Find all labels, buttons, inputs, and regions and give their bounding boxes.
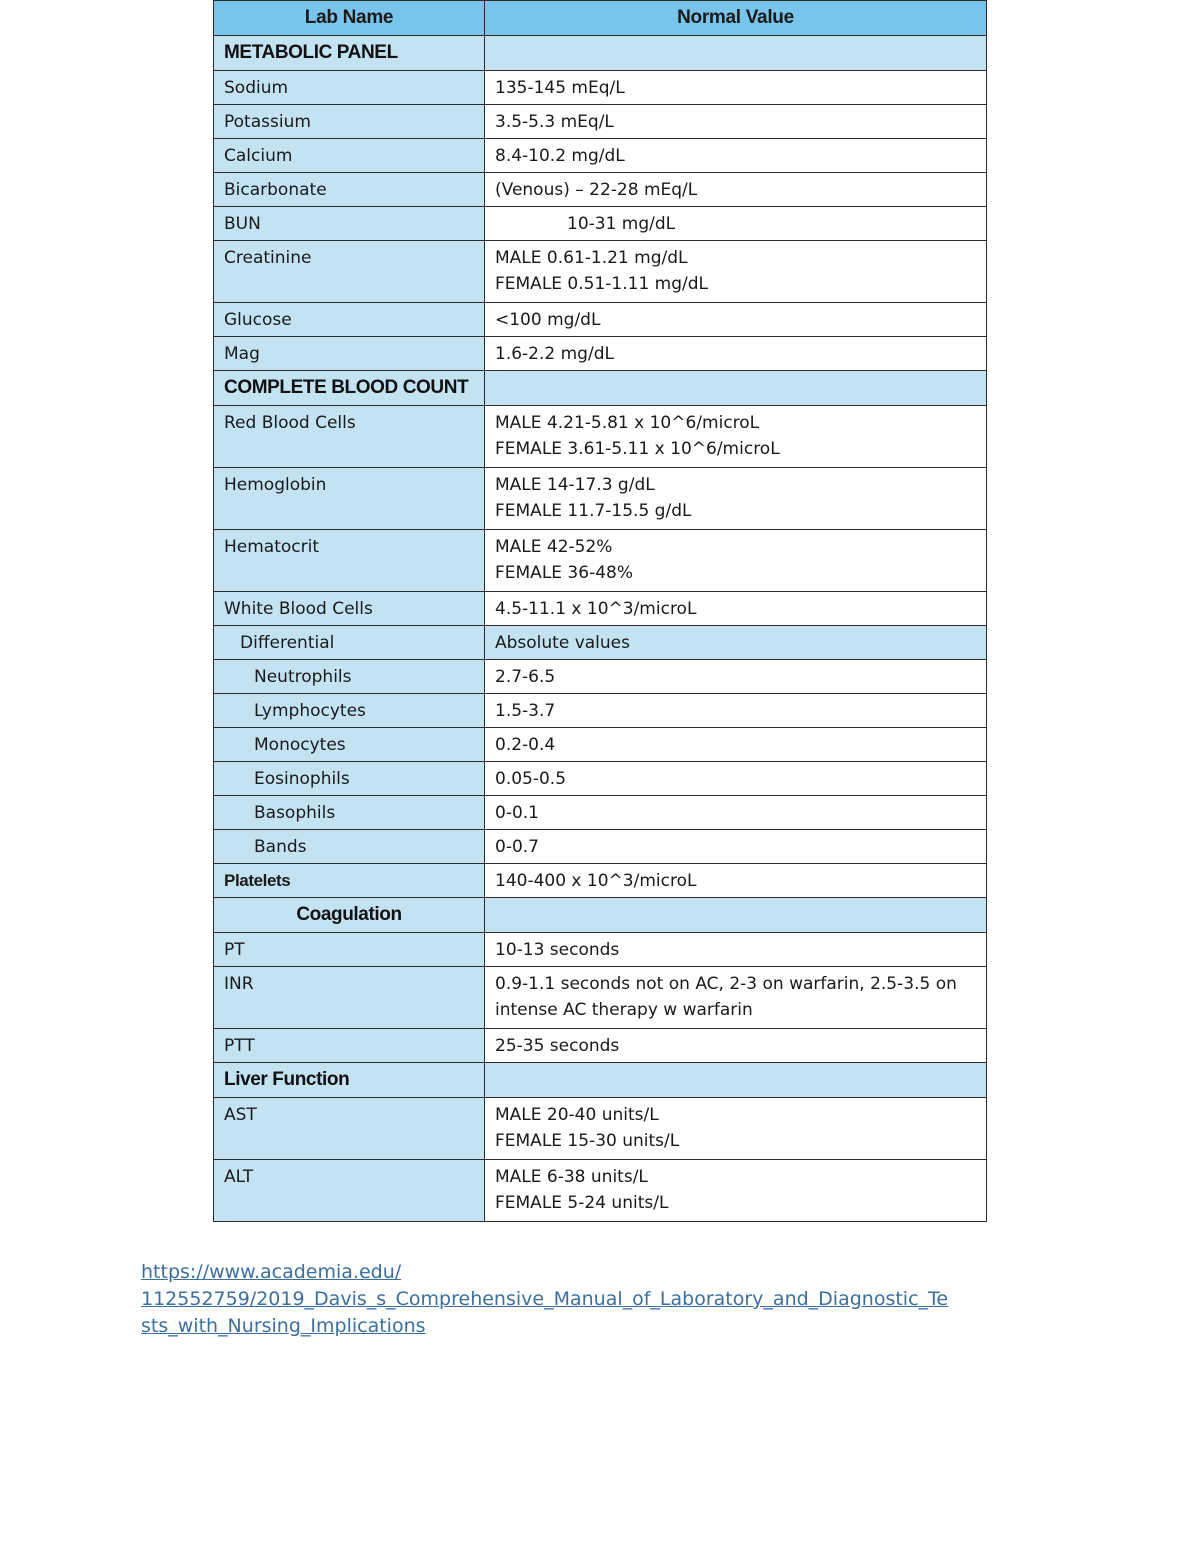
normal-value-cell: 0-0.1	[485, 796, 987, 830]
normal-value-cell	[485, 530, 987, 592]
value-female: FEMALE 15-30 units/L	[495, 1131, 680, 1151]
value-male: MALE 0.61-1.21 mg/dL	[495, 248, 688, 268]
table-row-bicarbonate	[214, 173, 987, 207]
normal-value-cell: 1.6-2.2 mg/dL	[485, 337, 987, 371]
table-row-lymphocytes	[214, 694, 987, 728]
normal-value-cell: 0.2-0.4	[485, 728, 987, 762]
section-title-cbc: COMPLETE BLOOD COUNT	[214, 371, 485, 406]
lab-name-cell: Mag	[214, 337, 485, 371]
table-row-ptt	[214, 1029, 987, 1063]
table-row-ast	[214, 1098, 987, 1160]
lab-name-cell: Bicarbonate	[214, 173, 485, 207]
normal-value-cell: 0.05-0.5	[485, 762, 987, 796]
lab-name-cell: BUN	[214, 207, 485, 241]
normal-value-cell: 1.5-3.7	[485, 694, 987, 728]
lab-name-cell: Eosinophils	[214, 762, 485, 796]
table-row-potassium	[214, 105, 987, 139]
value-male: MALE 14-17.3 g/dL	[495, 475, 655, 495]
section-empty-cell	[485, 36, 987, 71]
normal-value-cell	[485, 1098, 987, 1160]
normal-value-cell: 4.5-11.1 x 10^3/microL	[485, 592, 987, 626]
source-link[interactable]	[141, 1259, 1081, 1340]
table-row-sodium	[214, 71, 987, 105]
normal-value-cell: (Venous) – 22-28 mEq/L	[485, 173, 987, 207]
lab-name-cell: AST	[214, 1098, 485, 1160]
normal-value-cell: 10-31 mg/dL	[485, 207, 987, 241]
source-link-line-1[interactable]: https://www.academia.edu/	[141, 1261, 402, 1283]
section-title-metabolic: METABOLIC PANEL	[214, 36, 485, 71]
section-row-cbc	[214, 371, 987, 406]
table-row-platelets	[214, 864, 987, 898]
value-female: FEMALE 5-24 units/L	[495, 1193, 669, 1213]
lab-name-cell: ALT	[214, 1160, 485, 1222]
table-row-wbc	[214, 592, 987, 626]
normal-value-cell	[485, 241, 987, 303]
section-row-coagulation	[214, 898, 987, 933]
lab-name-cell: PTT	[214, 1029, 485, 1063]
section-empty-cell	[485, 1063, 987, 1098]
value-female: FEMALE 11.7-15.5 g/dL	[495, 501, 692, 521]
source-link-line-3[interactable]: sts_with_Nursing_Implications	[141, 1315, 426, 1337]
table-row-hematocrit	[214, 530, 987, 592]
table-row-pt	[214, 933, 987, 967]
lab-name-cell: Neutrophils	[214, 660, 485, 694]
normal-value-cell: 10-13 seconds	[485, 933, 987, 967]
header-lab-name: Lab Name	[214, 1, 485, 36]
normal-value-cell: 135-145 mEq/L	[485, 71, 987, 105]
lab-name-cell: Bands	[214, 830, 485, 864]
table-row-monocytes	[214, 728, 987, 762]
table-row-rbc	[214, 406, 987, 468]
table-row-alt	[214, 1160, 987, 1222]
header-normal-value: Normal Value	[485, 1, 987, 36]
lab-name-cell: Sodium	[214, 71, 485, 105]
table-row-neutrophils	[214, 660, 987, 694]
lab-name-cell: Red Blood Cells	[214, 406, 485, 468]
table-row-glucose	[214, 303, 987, 337]
lab-name-cell: PT	[214, 933, 485, 967]
value-male: MALE 4.21-5.81 x 10^6/microL	[495, 413, 760, 433]
table-row-basophils	[214, 796, 987, 830]
lab-name-cell: INR	[214, 967, 485, 1029]
section-row-metabolic	[214, 36, 987, 71]
table-row-differential	[214, 626, 987, 660]
normal-value-cell: 0-0.7	[485, 830, 987, 864]
normal-value-cell: 3.5-5.3 mEq/L	[485, 105, 987, 139]
lab-name-cell: Hemoglobin	[214, 468, 485, 530]
value-male: MALE 20-40 units/L	[495, 1105, 659, 1125]
value-line-2: intense AC therapy w warfarin	[495, 1000, 753, 1020]
normal-value-cell: 140-400 x 10^3/microL	[485, 864, 987, 898]
lab-name-cell: Differential	[214, 626, 485, 660]
value-female: FEMALE 3.61-5.11 x 10^6/microL	[495, 439, 780, 459]
normal-value-cell: 2.7-6.5	[485, 660, 987, 694]
lab-name-cell: Calcium	[214, 139, 485, 173]
lab-name-cell: Creatinine	[214, 241, 485, 303]
lab-name-cell: Monocytes	[214, 728, 485, 762]
lab-name-cell: White Blood Cells	[214, 592, 485, 626]
table-row-hemoglobin	[214, 468, 987, 530]
table-row-inr	[214, 967, 987, 1029]
table-row-bun	[214, 207, 987, 241]
section-title-coagulation: Coagulation	[214, 898, 485, 933]
normal-value-cell	[485, 1160, 987, 1222]
lab-name-cell: Basophils	[214, 796, 485, 830]
value-female: FEMALE 36-48%	[495, 563, 633, 583]
normal-value-cell: Absolute values	[485, 626, 987, 660]
lab-values-table	[213, 0, 987, 1222]
lab-name-cell: Glucose	[214, 303, 485, 337]
source-link-line-2[interactable]: 112552759/2019_Davis_s_Comprehensive_Manual_of_Laboratory_and_Diagnostic_Te	[141, 1288, 949, 1310]
section-empty-cell	[485, 898, 987, 933]
normal-value-cell	[485, 468, 987, 530]
table-row-calcium	[214, 139, 987, 173]
section-title-liver: Liver Function	[214, 1063, 485, 1098]
lab-name-cell: Platelets	[214, 864, 485, 898]
value-male: MALE 6-38 units/L	[495, 1167, 648, 1187]
source-citation	[141, 1259, 1081, 1340]
normal-value-cell: 8.4-10.2 mg/dL	[485, 139, 987, 173]
lab-name-cell: Lymphocytes	[214, 694, 485, 728]
table-header-row	[214, 1, 987, 36]
normal-value-cell	[485, 406, 987, 468]
lab-name-cell: Hematocrit	[214, 530, 485, 592]
table-row-bands	[214, 830, 987, 864]
normal-value-cell	[485, 967, 987, 1029]
value-female: FEMALE 0.51-1.11 mg/dL	[495, 274, 709, 294]
value-male: MALE 42-52%	[495, 537, 613, 557]
normal-value-cell: <100 mg/dL	[485, 303, 987, 337]
table-row-creatinine	[214, 241, 987, 303]
table-row-eosinophils	[214, 762, 987, 796]
section-row-liver	[214, 1063, 987, 1098]
section-empty-cell	[485, 371, 987, 406]
normal-value-cell: 25-35 seconds	[485, 1029, 987, 1063]
lab-name-cell: Potassium	[214, 105, 485, 139]
table-row-mag	[214, 337, 987, 371]
value-line-1: 0.9-1.1 seconds not on AC, 2-3 on warfarin, 2.5-3.5 on	[495, 974, 957, 994]
